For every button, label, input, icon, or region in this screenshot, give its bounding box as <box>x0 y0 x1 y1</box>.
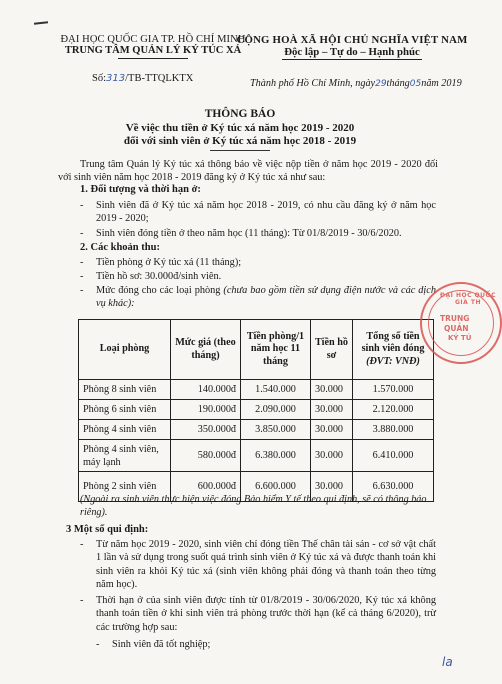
place-year: năm 2019 <box>421 78 462 89</box>
doc-prefix: Số: <box>92 73 107 84</box>
notice-title: THÔNG BÁO <box>204 108 276 120</box>
header-file-fee: Tiền hồ sơ <box>311 320 353 380</box>
cell-file-fee: 30.000 <box>311 440 353 472</box>
cell-room: Phòng 4 sinh viên, máy lạnh <box>79 440 171 472</box>
cell-total: 2.120.000 <box>353 400 434 420</box>
cell-file-fee: 30.000 <box>311 380 353 400</box>
cell-room: Phòng 4 sinh viên <box>79 420 171 440</box>
nation-line-2: Độc lập – Tự do – Hạnh phúc <box>284 46 420 58</box>
cell-annual: 1.540.000 <box>241 380 311 400</box>
header-room-type: Loại phòng <box>79 320 171 380</box>
insurance-note: (Ngoài ra sinh viên thực hiện việc đóng Bảo hiểm Y tế theo qui định, sẽ có thông báo riêng). <box>80 494 427 518</box>
section-1-item: - Sinh viên đã ở Ký túc xá năm học 2018 - 2019, có nhu cầu đăng ký ở năm học 2019 - 2020; <box>96 199 436 226</box>
header-monthly-price: Mức giá (theo tháng) <box>171 320 241 380</box>
initial-signature: la <box>442 655 453 669</box>
org-underline <box>118 58 188 59</box>
cell-total: 1.570.000 <box>353 380 434 400</box>
header-total-unit: (ĐVT: VNĐ) <box>366 355 420 367</box>
section-2-item <box>96 284 436 311</box>
cell-room: Phòng 8 sinh viên <box>79 380 171 400</box>
national-header <box>232 34 472 60</box>
nation-line-1: CỘNG HOÀ XÃ HỘI CHỦ NGHĨA VIỆT NAM <box>236 34 468 46</box>
cell-price: 580.000đ <box>171 440 241 472</box>
section-1-item: - Sinh viên đóng tiền ở theo năm học (11 tháng): Từ 01/8/2019 - 30/6/2020. <box>96 227 436 240</box>
header-total-label: Tổng số tiền sinh viên đóng <box>361 330 425 355</box>
cell-total: 6.630.000 <box>353 472 434 502</box>
stamp-line-3: KÝ TÚ <box>448 334 472 342</box>
cell-file-fee: 30.000 <box>311 472 353 502</box>
cell-annual: 6.600.000 <box>241 472 311 502</box>
notice-subtitle-1: Về việc thu tiền ở Ký túc xá năm học 2019 - 2020 <box>125 122 355 134</box>
margin-mark <box>34 21 48 24</box>
cell-price: 140.000đ <box>171 380 241 400</box>
section-2-item-3-note: (chưa bao gồm tiền sử dụng điện nước và các dịch vụ khác): <box>96 285 436 310</box>
title-underline <box>210 150 270 151</box>
org-line-1: ĐẠI HỌC QUỐC GIA TP. HỒ CHÍ MINH <box>60 34 246 45</box>
date-day: 29 <box>375 79 387 89</box>
table-row <box>79 440 434 472</box>
cell-total: 6.410.000 <box>353 440 434 472</box>
cell-room: Phòng 6 sinh viên <box>79 400 171 420</box>
doc-suffix: /TB-TTQLKTX <box>125 73 194 84</box>
nation-underline <box>282 59 422 60</box>
date-month: 05 <box>409 79 422 89</box>
cell-file-fee: 30.000 <box>311 400 353 420</box>
cell-price: 190.000đ <box>171 400 241 420</box>
document-number <box>92 73 193 84</box>
fee-table <box>78 319 434 502</box>
table-row <box>79 420 434 440</box>
place-prefix: Thành phố Hồ Chí Minh, ngày <box>250 78 376 89</box>
table-row <box>79 400 434 420</box>
doc-number-handwritten: 313 <box>106 73 126 84</box>
notice-subtitle-2: đối với sinh viên ở Ký túc xá năm học 2018 - 2019 <box>123 135 357 147</box>
stamp-line-1: TRUNG <box>440 314 470 323</box>
place-month-word: tháng <box>386 78 410 89</box>
cell-price: 600.000đ <box>171 472 241 502</box>
cell-file-fee: 30.000 <box>311 420 353 440</box>
section-3-item: - Thời hạn ở của sinh viên được tính từ 01/8/2019 - 30/06/2020, Ký túc xá không thanh toán tiền ở khi sinh viên trả phòng trước thời hạn (kể cả tháng 6/2020), trừ các trường hợp sau: <box>96 594 436 634</box>
cell-annual: 3.850.000 <box>241 420 311 440</box>
section-3-heading: 3 Một số qui định: <box>66 524 149 535</box>
header-annual-room: Tiền phòng/1 năm học 11 tháng <box>241 320 311 380</box>
section-1-heading: 1. Đối tượng và thời hạn ở: <box>80 184 201 195</box>
place-date <box>250 78 462 89</box>
table-header-row <box>79 320 434 380</box>
org-line-2: TRUNG TÂM QUẢN LÝ KÝ TÚC XÁ <box>64 45 242 56</box>
official-stamp <box>420 282 502 364</box>
cell-annual: 2.090.000 <box>241 400 311 420</box>
section-2-heading: 2. Các khoản thu: <box>80 242 160 253</box>
section-2-item-3-label: Mức đóng cho các loại phòng <box>96 285 221 296</box>
cell-room: Phòng 2 sinh viên <box>79 472 171 502</box>
cell-price: 350.000đ <box>171 420 241 440</box>
stamp-line-2: QUẢN <box>444 324 469 333</box>
section-3-subitem: - Sinh viên đã tốt nghiệp; <box>112 638 432 651</box>
section-2-item: - Tiền hồ sơ: 30.000đ/sinh viên. <box>96 270 436 283</box>
cell-annual: 6.380.000 <box>241 440 311 472</box>
table-row <box>79 380 434 400</box>
cell-total: 3.880.000 <box>353 420 434 440</box>
intro-paragraph: Trung tâm Quản lý Ký túc xá thông báo về việc nộp tiền ở năm học 2019 - 2020 đối với sinh viên năm học 2018 - 2019 đăng ký ở Ký túc xá như sau: <box>58 159 438 184</box>
stamp-arc-text: ĐẠI HỌC QUỐC GIA TH <box>439 292 497 306</box>
section-3-item: - Từ năm học 2019 - 2020, sinh viên chỉ đóng tiền Thế chân tài sản - cơ sở vật chất 1 lần và sử dụng trong suốt quá trình sinh viên ở Ký túc xá và được thanh toán khi sinh viên ra khỏi Ký túc xá (sinh viên không phải đóng và thanh toán theo từng năm học). <box>96 538 436 592</box>
organization-header <box>58 34 248 59</box>
section-2-item: - Tiền phòng ở Ký túc xá (11 tháng); <box>96 256 436 269</box>
